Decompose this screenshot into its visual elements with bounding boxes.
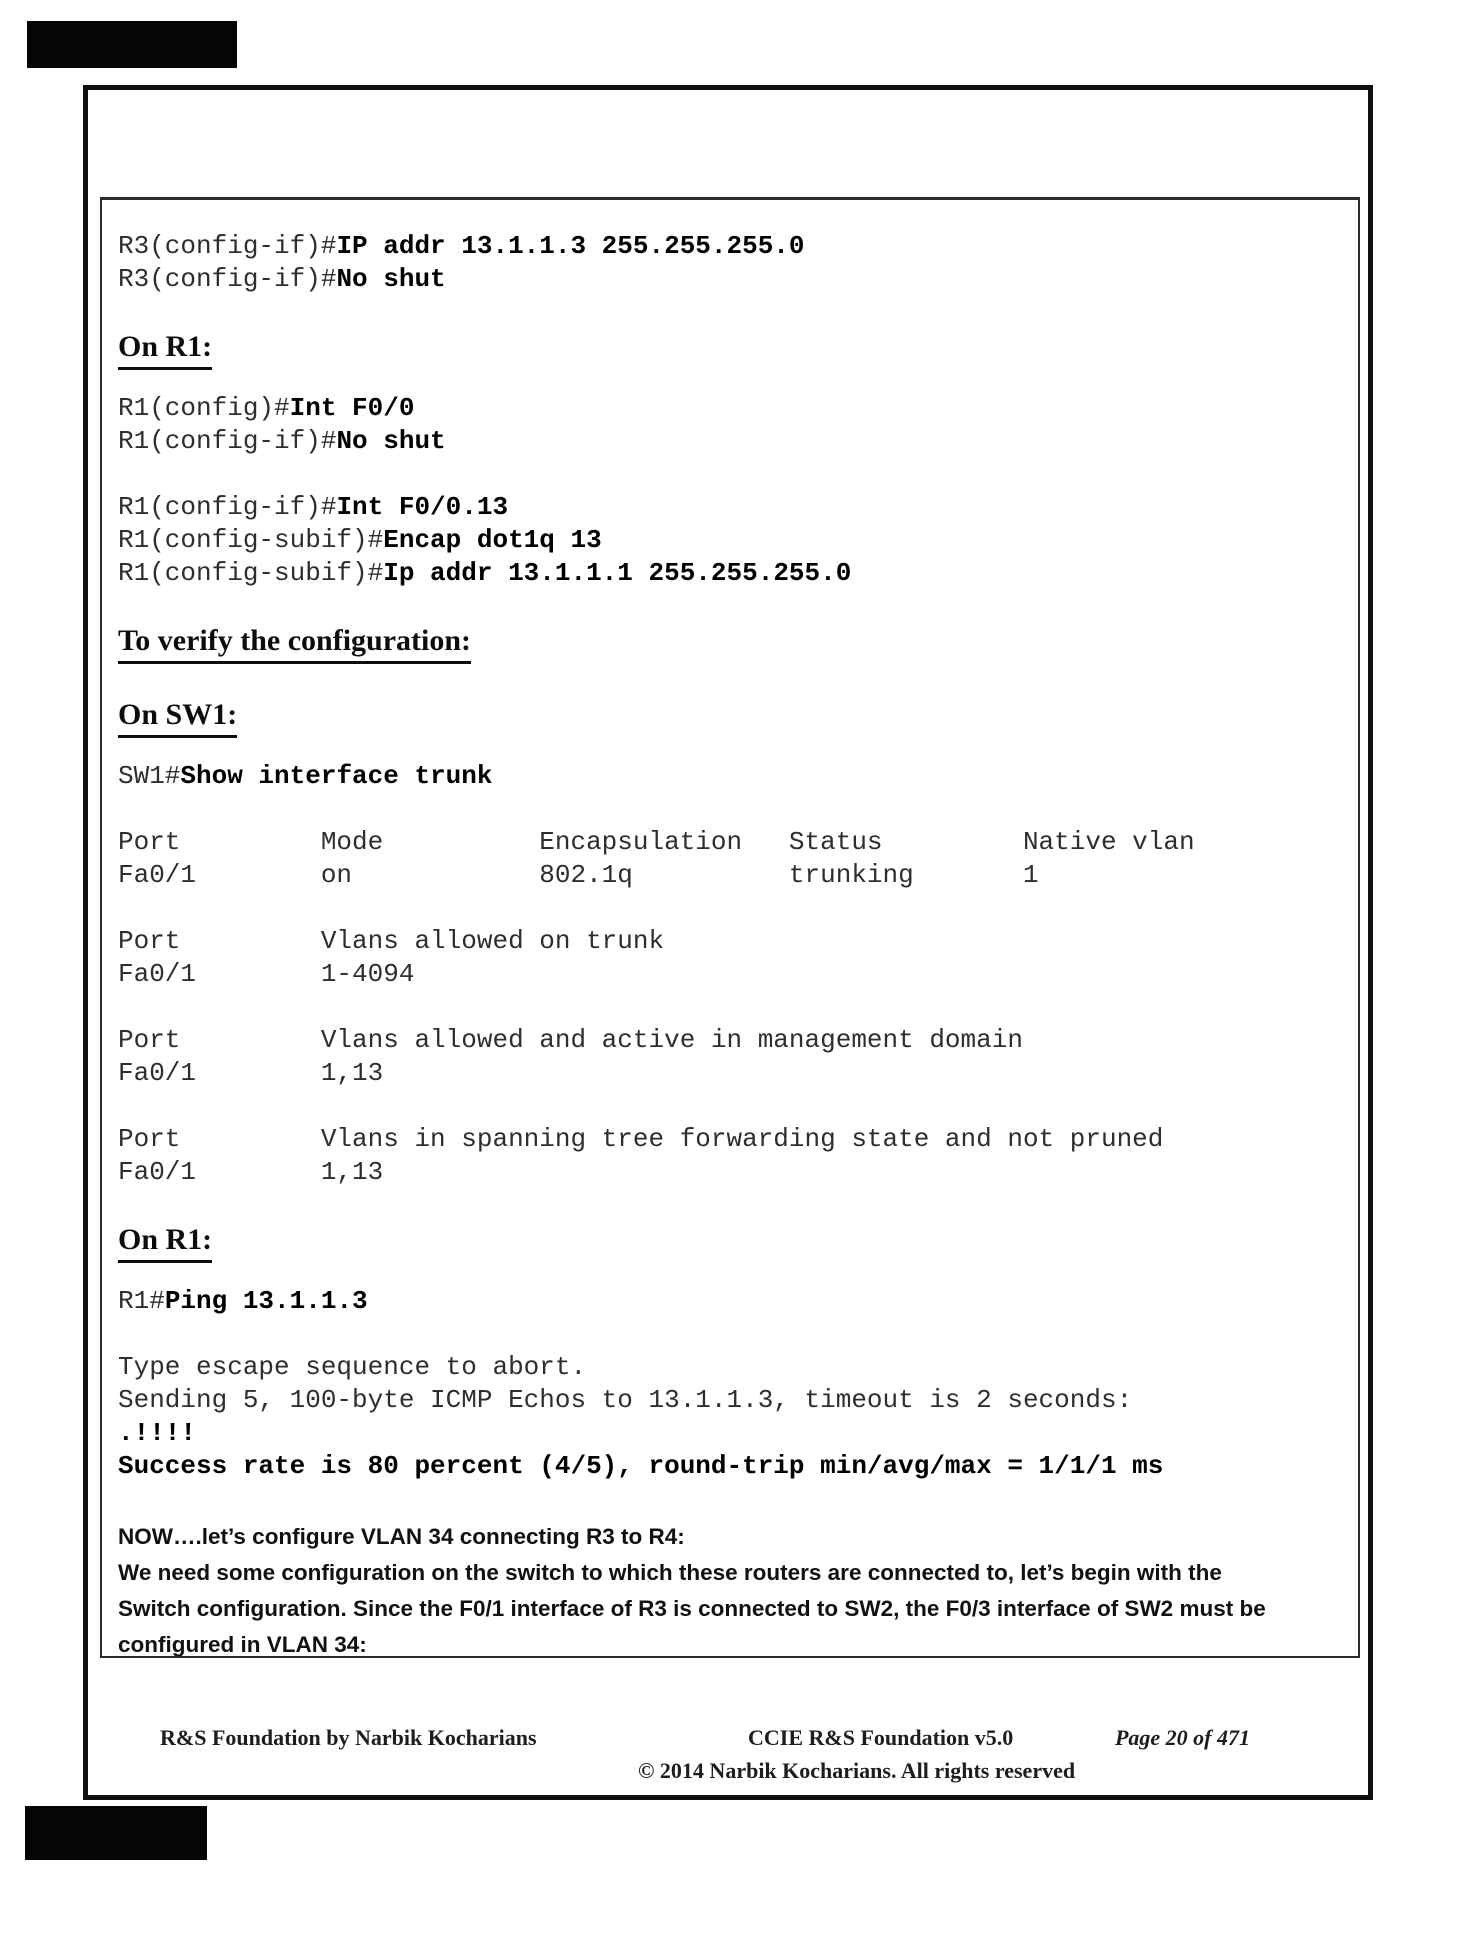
trunk-table-header: Port Mode Encapsulation Status Native vlan [118, 827, 1195, 857]
cli-command: Int F0/0 [289, 393, 415, 423]
code-line [118, 491, 1338, 524]
code-line [118, 1285, 1338, 1318]
code-line [118, 230, 1338, 263]
code-line [118, 263, 1338, 296]
cli-prompt: R1(config-if)# [118, 426, 337, 456]
ping-output-line: Success rate is 80 percent (4/5), round-trip min/avg/max = 1/1/1 ms [118, 1451, 1164, 1481]
ping-output-line: Sending 5, 100-byte ICMP Echos to 13.1.1.3, timeout is 2 seconds: [118, 1385, 1133, 1415]
cli-command: Encap dot1q 13 [383, 525, 602, 555]
cli-command: No shut [336, 264, 446, 294]
cli-command: Int F0/0.13 [336, 492, 509, 522]
section-heading-on-r1: On R1: [118, 1222, 1338, 1263]
footer-copyright: © 2014 Narbik Kocharians. All rights reserved [638, 1758, 1076, 1783]
blank-line [118, 892, 1338, 925]
trunk-table-row: Fa0/1 1,13 [118, 1058, 384, 1088]
note-line: Switch configuration. Since the F0/1 interface of R3 is connected to SW2, the F0/3 interface of SW2 must be [118, 1596, 1266, 1621]
code-line [118, 557, 1338, 590]
page-footer [88, 1725, 1368, 1795]
note-line: configured in VLAN 34: [118, 1632, 367, 1657]
note-line: NOW….let’s configure VLAN 34 connecting R3 to R4: [118, 1524, 685, 1549]
cli-command: Ip addr 13.1.1.1 255.255.255.0 [383, 558, 852, 588]
trunk-table-header: Port Vlans allowed on trunk [118, 926, 665, 956]
ping-output-line: Type escape sequence to abort. [118, 1352, 587, 1382]
ping-output-line: .!!!! [118, 1418, 197, 1448]
section-heading-on-sw1: On SW1: [118, 697, 1338, 738]
trunk-table-row: Fa0/1 on 802.1q trunking 1 [118, 860, 1039, 890]
redaction-bar-top [27, 21, 237, 68]
cli-prompt: R3(config-if)# [118, 231, 337, 261]
section-heading-on-r1: On R1: [118, 329, 1338, 370]
footer-page-number: Page 20 of 471 [1114, 1725, 1250, 1750]
cli-prompt: R1(config)# [118, 393, 290, 423]
note-paragraph [118, 1519, 1338, 1658]
code-line [118, 524, 1338, 557]
blank-line [118, 991, 1338, 1024]
cli-prompt: R3(config-if)# [118, 264, 337, 294]
blank-line [118, 1318, 1338, 1351]
note-line: We need some configuration on the switch to which these routers are connected to, let’s begin with the [118, 1560, 1222, 1585]
content-box [100, 197, 1360, 1658]
footer-book-title: CCIE R&S Foundation v5.0 [748, 1725, 1014, 1750]
cli-prompt: R1(config-if)# [118, 492, 337, 522]
cli-command: IP addr 13.1.1.3 255.255.255.0 [336, 231, 805, 261]
cli-prompt: R1(config-subif)# [118, 558, 384, 588]
code-line [118, 425, 1338, 458]
blank-line [118, 458, 1338, 491]
cli-prompt: R1(config-subif)# [118, 525, 384, 555]
code-line [118, 392, 1338, 425]
trunk-table-row: Fa0/1 1-4094 [118, 959, 415, 989]
blank-line [118, 793, 1338, 826]
section-heading-verify: To verify the configuration: [118, 623, 1338, 664]
cli-command: Ping 13.1.1.3 [164, 1286, 368, 1316]
blank-line [118, 1090, 1338, 1123]
footer-author: R&S Foundation by Narbik Kocharians [160, 1725, 537, 1750]
cli-command: No shut [336, 426, 446, 456]
cli-prompt: R1# [118, 1286, 165, 1316]
trunk-table-header: Port Vlans in spanning tree forwarding state and not pruned [118, 1124, 1164, 1154]
cli-command: Show interface trunk [180, 761, 493, 791]
trunk-table-header: Port Vlans allowed and active in management domain [118, 1025, 1023, 1055]
redaction-bar-bottom [25, 1806, 207, 1860]
trunk-table-row: Fa0/1 1,13 [118, 1157, 384, 1187]
code-line [118, 760, 1338, 793]
cli-prompt: SW1# [118, 761, 181, 791]
